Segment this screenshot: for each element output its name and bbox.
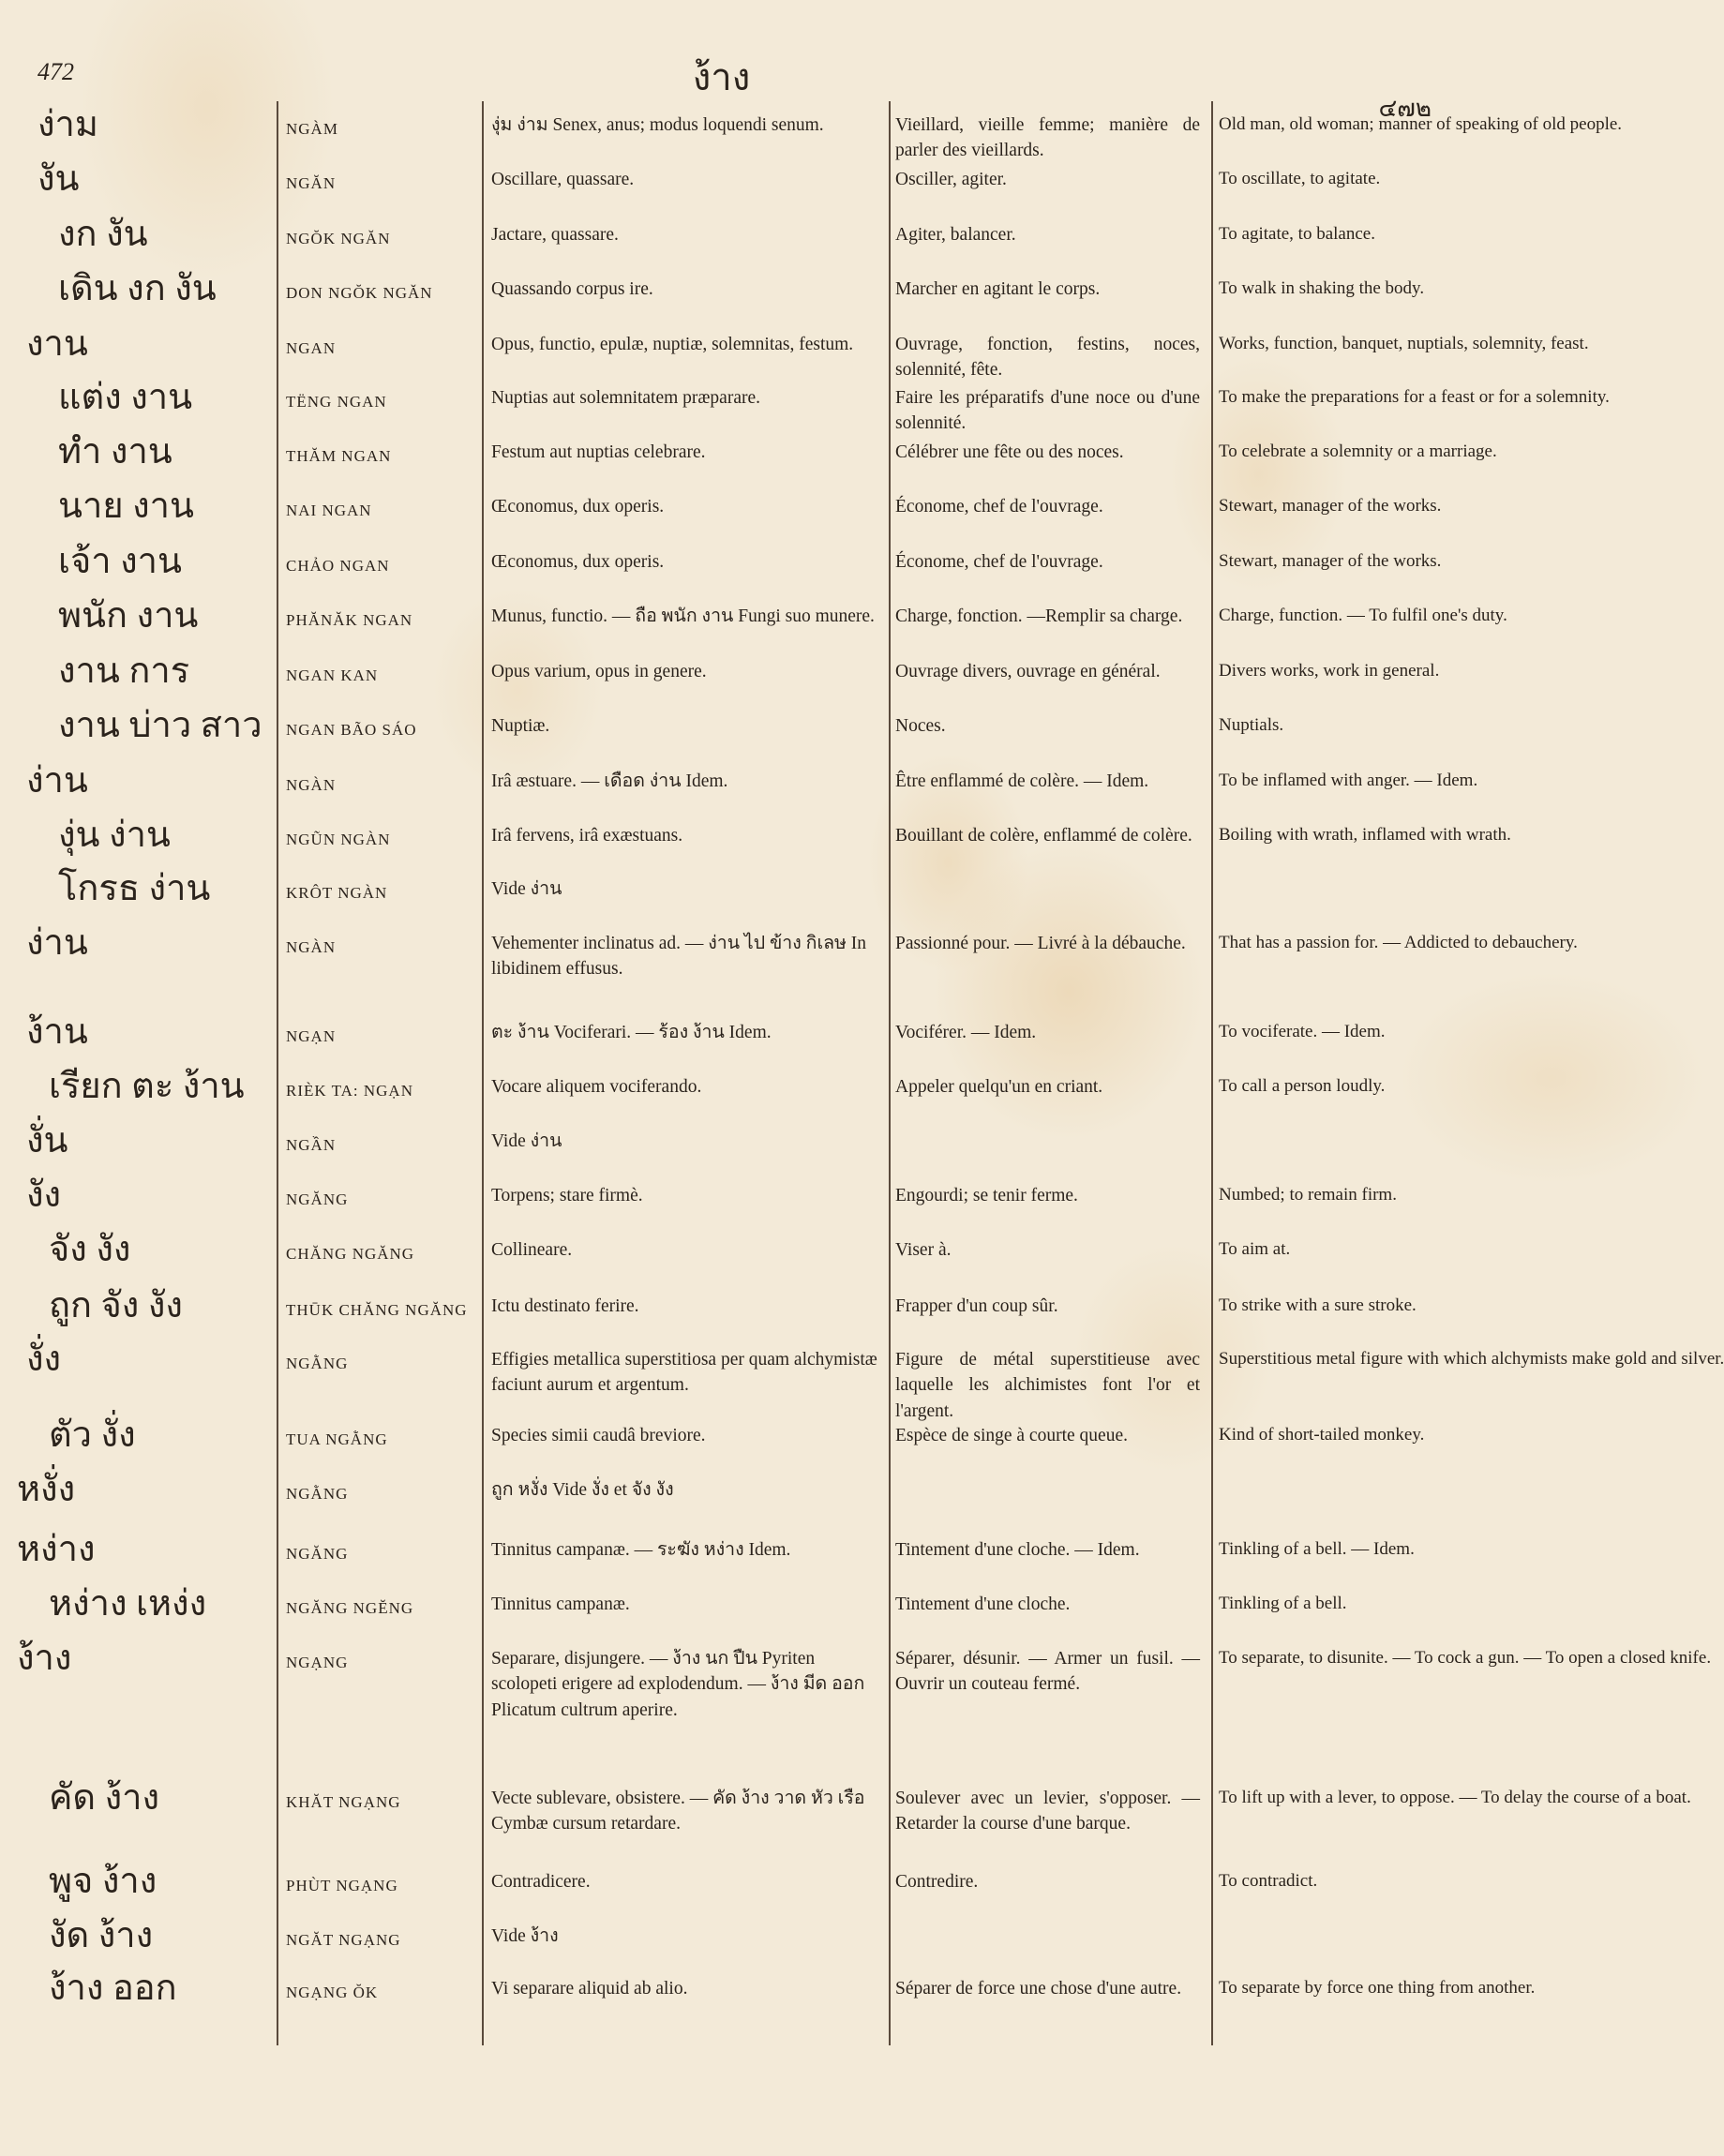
latin-definition: Tinnitus campanæ. — ระฆัง หง่าง Idem. [491,1540,791,1560]
romanization: PHÙT NGẠNG [286,1877,398,1894]
thai-headword: ง้าน [26,1012,88,1052]
romanization: NGŎK NGĂN [286,230,391,247]
french-definition: Faire les préparatifs d'une noce ou d'une solennité. [895,388,1200,434]
french-definition: Célébrer une fête ou des noces. [895,442,1124,462]
thai-headword: พูจ ง้าง [49,1862,157,1901]
romanization: NGĂN [286,174,337,192]
french-definition: Ouvrage divers, ouvrage en général. [895,662,1161,681]
romanization: TUA NGẰNG [286,1430,388,1448]
romanization: NGAN [286,339,337,357]
romanization: NGÀN [286,938,337,956]
thai-headword: โกรธ ง่าน [58,869,211,908]
english-definition: To walk in shaking the body. [1219,278,1425,298]
english-definition: Stewart, manager of the works. [1219,496,1442,516]
thai-headword: งั่ง [26,1340,62,1379]
thai-headword: พนัก งาน [58,596,199,636]
thai-headword: งัด ง้าง [49,1916,154,1955]
english-definition: Nuptials. [1219,715,1284,735]
thai-headword: งุ่น ง่าน [58,816,171,855]
latin-definition: Opus varium, opus in genere. [491,662,707,681]
romanization: CHẢO NGAN [286,557,390,575]
romanization: PHĂNĂK NGAN [286,611,413,629]
latin-definition: ตะ ง้าน Vociferari. — ร้อง ง้าน Idem. [491,1023,772,1042]
french-definition: Ouvrage, fonction, festins, noces, solennité, fête. [895,335,1200,381]
romanization: NGĂNG NGĔNG [286,1599,414,1617]
thai-headword: นาย งาน [58,487,194,526]
french-definition: Frapper d'un coup sûr. [895,1296,1058,1316]
latin-definition: Vocare aliquem vociferando. [491,1077,702,1097]
english-definition: To contradict. [1219,1871,1318,1891]
french-definition: Bouillant de colère, enflammé de colère. [895,826,1192,846]
english-definition: To make the preparations for a feast or for a solemnity. [1219,387,1610,407]
latin-definition: Effigies metallica superstitiosa per quam alchymistæ faciunt aurum et argentum. [491,1350,877,1396]
thai-headword: คัด ง้าง [49,1778,160,1818]
french-definition: Vociférer. — Idem. [895,1023,1037,1042]
french-definition: Passionné pour. — Livré à la débauche. [895,934,1186,953]
latin-definition: Jactare, quassare. [491,225,619,245]
french-definition: Être enflammé de colère. — Idem. [895,771,1149,791]
french-definition: Engourdi; se tenir ferme. [895,1186,1078,1205]
romanization: NGẰNG [286,1355,349,1372]
french-definition: Osciller, agiter. [895,170,1007,189]
thai-headword: ง่าน [26,923,88,963]
french-definition: Tintement d'une cloche. [895,1595,1071,1614]
head-word: ง้าง [692,56,751,98]
latin-definition: งุ่ม ง่าม Senex, anus; modus loquendi senum. [491,115,824,135]
latin-definition: Nuptias aut solemnitatem præparare. [491,388,760,408]
latin-definition: Oscillare, quassare. [491,170,635,189]
romanization: NAI NGAN [286,502,372,519]
latin-definition: Festum aut nuptias celebrare. [491,442,706,462]
thai-headword: หงั่ง [17,1470,76,1509]
romanization: NGẦN [286,1136,337,1154]
romanization: NGẠN [286,1027,337,1045]
thai-headword: ถูก จัง งัง [49,1286,183,1325]
romanization: DON NGŎK NGĂN [286,284,433,302]
latin-definition: Irâ æstuare. — เดือด ง่าน Idem. [491,771,728,791]
french-definition: Viser à. [895,1240,952,1260]
thai-headword: งาน การ [58,651,190,691]
french-definition: Agiter, balancer. [895,225,1016,245]
english-definition: To oscillate, to agitate. [1219,169,1381,188]
thai-headword: งัน [37,159,80,199]
romanization: NGẰNG [286,1485,349,1503]
french-definition: Appeler quelqu'un en criant. [895,1077,1103,1097]
english-definition: Boiling with wrath, inflamed with wrath. [1219,825,1511,845]
english-definition: To vociferate. — Idem. [1219,1022,1386,1041]
latin-definition: Œconomus, dux operis. [491,552,665,572]
thai-headword: ง้าง ออก [49,1969,177,2008]
french-definition: Noces. [895,716,946,736]
thai-headword: งก งัน [58,215,148,254]
french-definition: Charge, fonction. —Remplir sa charge. [895,606,1183,626]
english-definition: Kind of short-tailed monkey. [1219,1425,1425,1445]
english-definition: To aim at. [1219,1239,1291,1259]
thai-headword: หง่าง [17,1530,96,1569]
latin-definition: Opus, functio, epulæ, nuptiæ, solemnitas, festum. [491,335,854,354]
latin-definition: Contradicere. [491,1872,591,1892]
latin-definition: Munus, functio. — ถือ พนัก งาน Fungi suo munere. [491,606,875,626]
english-definition: To separate, to disunite. — To cock a gun. — To open a closed knife. [1219,1648,1712,1668]
latin-definition: Vide ง่าน [491,879,562,899]
romanization: THŪK CHĂNG NGĂNG [286,1301,468,1319]
romanization: NGĂNG [286,1545,349,1563]
thai-headword: งาน [26,324,88,364]
romanization: NGÀN [286,776,337,794]
latin-definition: Nuptiæ. [491,716,550,736]
thai-headword: ง่าม [37,105,98,144]
latin-definition: Vi separare aliquid ab alio. [491,1979,688,1999]
english-definition: Works, function, banquet, nuptials, solemnity, feast. [1219,334,1589,353]
english-definition: Divers works, work in general. [1219,661,1440,681]
english-definition: To call a person loudly. [1219,1076,1386,1096]
french-definition: Économe, chef de l'ouvrage. [895,552,1103,572]
english-definition: Old man, old woman; manner of speaking of old people. [1219,114,1623,134]
thai-headword: ง่าน [26,761,88,801]
french-definition: Économe, chef de l'ouvrage. [895,497,1103,517]
french-definition: Contredire. [895,1872,979,1892]
romanization: THĂM NGAN [286,447,392,465]
french-definition: Séparer de force une chose d'une autre. [895,1979,1182,1999]
english-definition: Charge, function. — To fulfil one's duty. [1219,606,1507,625]
latin-definition: Tinnitus campanæ. [491,1595,630,1614]
french-definition: Vieillard, vieille femme; manière de parler des vieillards. [895,115,1200,161]
latin-definition: Irâ fervens, irâ exæstuans. [491,826,683,846]
romanization: KRÔT NGÀN [286,884,388,902]
english-definition: To celebrate a solemnity or a marriage. [1219,442,1497,461]
romanization: NGĂT NGẠNG [286,1931,401,1949]
thai-headword: เรียก ตะ ง้าน [49,1067,245,1106]
romanization: NGĂNG [286,1190,349,1208]
romanization: NGẠNG ŎK [286,1984,379,2001]
latin-definition: Vecte sublevare, obsistere. — คัด ง้าง วาด หัว เรือ Cymbæ cursum retardare. [491,1789,865,1834]
latin-definition: Separare, disjungere. — ง้าง นก ปืน Pyriten scolopeti erigere ad explodendum. — ง้าง มีด ออก Plicatum cultrum aperire. [491,1649,865,1720]
romanization: NGAN BÃO SÁO [286,721,417,739]
latin-definition: Œconomus, dux operis. [491,497,665,517]
latin-definition: Ictu destinato ferire. [491,1296,639,1316]
romanization: CHĂNG NGĂNG [286,1245,415,1263]
english-definition: To separate by force one thing from another. [1219,1978,1536,1998]
english-definition: Tinkling of a bell. [1219,1594,1347,1613]
romanization: RIÈK TA: NGẠN [286,1082,413,1100]
french-definition: Tintement d'une cloche. — Idem. [895,1540,1140,1560]
thai-headword: งาน บ่าว สาว [58,706,262,745]
thai-headword: ตัว งั่ง [49,1415,136,1455]
thai-headword: งั่น [26,1121,68,1160]
french-definition: Séparer, désunir. — Armer un fusil. — Ouvrir un couteau fermé. [895,1649,1200,1695]
thai-page-number: ๔๗๒ [1378,95,1432,122]
english-definition: That has a passion for. — Addicted to debauchery. [1219,933,1578,952]
latin-definition: ถูก หงั่ง Vide งั่ง et จัง งัง [491,1480,674,1500]
english-definition: Tinkling of a bell. — Idem. [1219,1539,1415,1559]
latin-definition: Vide ง้าง [491,1926,559,1946]
french-definition: Figure de métal superstitieuse avec laquelle les alchimistes font l'or et l'argent. [895,1350,1200,1421]
thai-headword: หง่าง เหง่ง [49,1584,207,1624]
romanization: TËNG NGAN [286,393,387,411]
latin-definition: Species simii caudâ breviore. [491,1426,706,1445]
romanization: NGẠNG [286,1654,349,1671]
latin-definition: Vide ง่าน [491,1131,562,1151]
latin-definition: Collineare. [491,1240,573,1260]
english-definition: To strike with a sure stroke. [1219,1295,1417,1315]
english-definition: Numbed; to remain firm. [1219,1185,1397,1205]
english-definition: To lift up with a lever, to oppose. — To delay the course of a boat. [1219,1788,1691,1807]
thai-headword: งัง [26,1175,62,1215]
romanization: KHĂT NGẠNG [286,1793,401,1811]
thai-headword: ง้าง [17,1639,72,1678]
romanization: NGAN KAN [286,666,379,684]
thai-headword: แต่ง งาน [58,378,193,417]
french-definition: Marcher en agitant le corps. [895,279,1101,299]
thai-headword: เดิน งก งัน [58,269,217,308]
romanization: NGŨN NGÀN [286,831,391,848]
french-definition: Soulever avec un levier, s'opposer. — Retarder la course d'une barque. [895,1789,1200,1834]
latin-definition: Vehementer inclinatus ad. — ง่าน ไป ข้าง กิเลษ In libidinem effusus. [491,934,867,980]
romanization: NGÀM [286,120,338,138]
english-definition: To agitate, to balance. [1219,224,1375,244]
latin-definition: Torpens; stare firmè. [491,1186,643,1205]
french-definition: Espèce de singe à courte queue. [895,1426,1128,1445]
thai-headword: ทำ งาน [58,432,172,472]
thai-headword: จัง งัง [49,1230,131,1269]
english-definition: Stewart, manager of the works. [1219,551,1442,571]
latin-definition: Quassando corpus ire. [491,279,653,299]
english-definition: Superstitious metal figure with which alchymists make gold and silver. [1219,1349,1724,1369]
english-definition: To be inflamed with anger. — Idem. [1219,771,1478,790]
page-number: 472 [37,58,74,85]
thai-headword: เจ้า งาน [58,542,182,581]
